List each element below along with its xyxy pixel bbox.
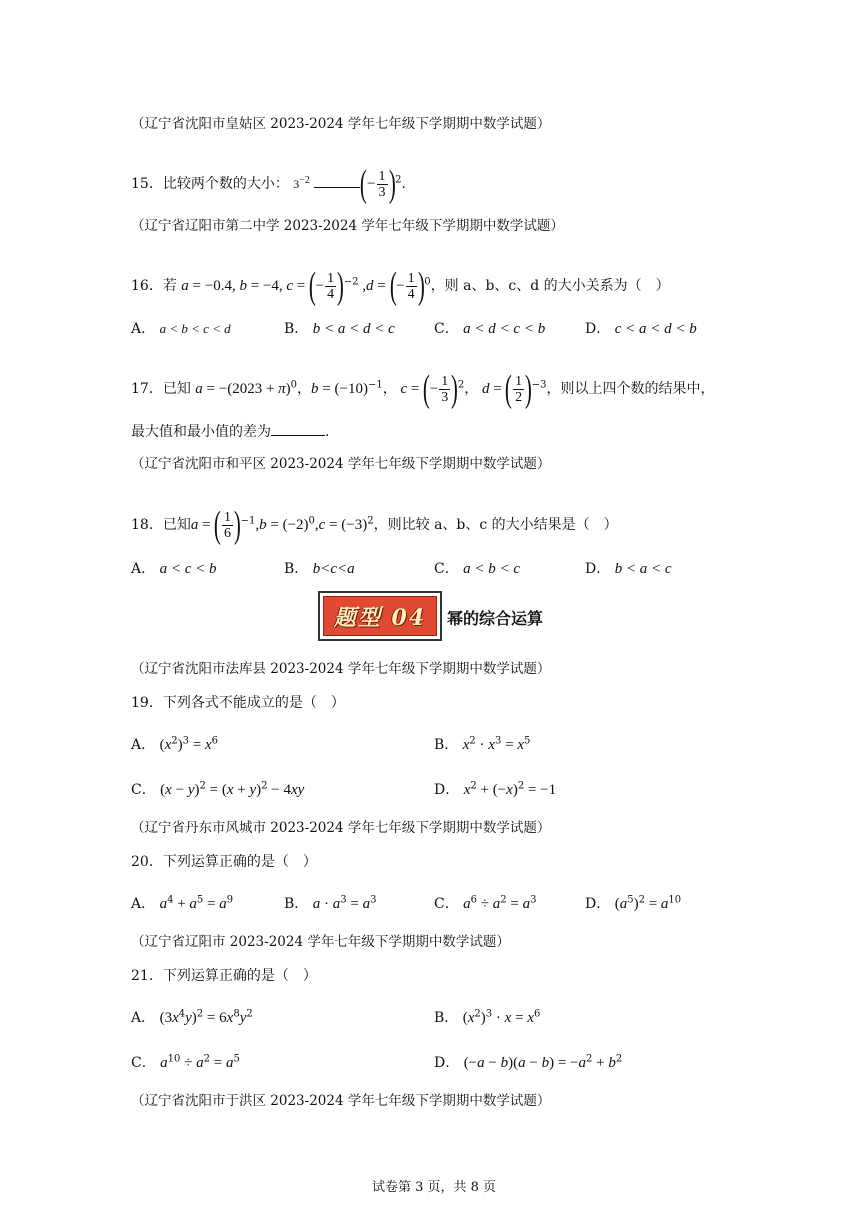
question-16: 16．若 a = −0.4, b = −4, c = (− $\frac{1}{4}$ )$^{-2}$ ,d = (− $\frac{1}{4}$ )$^0$，则 a、b、c、d 的大小关系为（ ） xyxy=(131,265,670,307)
option-c: C． $(x - y)^2 = (x + y)^2 - 4xy$ xyxy=(131,780,305,798)
source-note: （辽宁省丹东市风城市 2023-2024 学年七年级下学期期中数学试题） xyxy=(131,820,551,836)
source-note: （辽宁省沈阳市皇姑区 2023-2024 学年七年级下学期期中数学试题） xyxy=(131,116,551,132)
option-c: C． $a^6 \div a^2 = a^3$ xyxy=(434,894,537,912)
option-c: C． $a^{10} \div a^2 = a^5$ xyxy=(131,1053,240,1071)
section-badge: 题型 04 xyxy=(318,591,442,641)
question-number: 15． xyxy=(131,176,163,192)
source-note: （辽宁省沈阳市法库县 2023-2024 学年七年级下学期期中数学试题） xyxy=(131,661,551,677)
question-number: 21． xyxy=(131,968,163,984)
option-a: A． $(x^2)^3 = x^6$ xyxy=(131,735,219,753)
option-c: C． a < b < c xyxy=(434,561,521,577)
question-number: 17． xyxy=(131,381,163,397)
option-b: B． $(x^2)^3 \cdot x = x^6$ xyxy=(434,1008,541,1026)
option-a: A． a < c < b xyxy=(131,561,217,577)
question-21 xyxy=(131,966,317,986)
page-footer: 试卷第 3 页，共 8 页 xyxy=(371,1180,497,1195)
question-15: 15．比较两个数的大小： $3^{-2}$ (− $\frac{1}{3}$ )$^2$． xyxy=(131,163,416,205)
answer-blank xyxy=(271,435,325,436)
question-text: 下列运算正确的是（ ） xyxy=(162,968,317,984)
option-d: D． $(-a - b)(a - b) = -a^2 + b^2$ xyxy=(434,1053,623,1071)
question-19 xyxy=(131,693,345,713)
option-d: D． b < a < c xyxy=(585,561,672,577)
option-d: D． c < a < d < b xyxy=(585,321,697,337)
option-a: A． $a^4 + a^5 = a^9$ xyxy=(131,894,234,912)
option-d: D． $x^2 + (-x)^2 = -1$ xyxy=(434,780,557,798)
question-number: 19． xyxy=(131,695,163,711)
option-b: B． $a \cdot a^3 = a^3$ xyxy=(284,894,377,912)
option-c: C． a < d < c < b xyxy=(434,321,546,337)
option-d: D． $(a^5)^2 = a^{10}$ xyxy=(585,894,682,912)
question-17: 17．已知 $a = -(2023 + \pi)^0$，$b = (-10)^{-1}$， c = (− $\frac{1}{3}$ )$^2$， d = ( $\frac{1}{2}$ )$^{-3}$，则以上四个数的结果中， xyxy=(131,368,715,410)
section-title: 幂的综合运算 xyxy=(447,609,544,628)
question-text: 比较两个数的大小： xyxy=(162,176,289,192)
source-note: （辽宁省辽阳市 2023-2024 学年七年级下学期期中数学试题） xyxy=(131,934,510,950)
question-text: ，则比较 a、b、c 的大小结果是（ ） xyxy=(373,517,618,533)
question-text: ，则 a、b、c、d 的大小关系为（ ） xyxy=(430,278,670,294)
question-text: 下列各式不能成立的是（ ） xyxy=(162,695,345,711)
question-text: 已知 xyxy=(162,381,191,397)
option-a: A． a < b < c < d xyxy=(131,321,231,337)
question-17-line2: 最大值和最小值的差为 . xyxy=(131,424,330,440)
question-text: 若 xyxy=(162,278,177,294)
question-text: 下列运算正确的是（ ） xyxy=(162,854,317,870)
option-b: B． $x^2 \cdot x^3 = x^5$ xyxy=(434,735,531,753)
question-text: 已知 xyxy=(162,517,191,533)
source-note: （辽宁省辽阳市第二中学 2023-2024 学年七年级下学期期中数学试题） xyxy=(131,218,564,234)
option-b: B． b<c<a xyxy=(284,561,355,577)
question-18: 18．已知a = ( $\frac{1}{6}$ )$^{-1},b = (-2)^0,c = (-3)^2$，则比较 a、b、c 的大小结果是（ ） xyxy=(131,504,618,546)
source-note: （辽宁省沈阳市和平区 2023-2024 学年七年级下学期期中数学试题） xyxy=(131,456,551,472)
question-text: ，则以上四个数的结果中， xyxy=(546,381,715,397)
source-note: （辽宁省沈阳市于洪区 2023-2024 学年七年级下学期期中数学试题） xyxy=(131,1093,551,1109)
option-b: B． b < a < d < c xyxy=(284,321,395,337)
question-number: 20． xyxy=(131,854,163,870)
answer-blank xyxy=(314,187,360,188)
option-a: A． $(3x^4y)^2 = 6x^8y^2$ xyxy=(131,1008,253,1026)
question-number: 16． xyxy=(131,278,163,294)
question-20 xyxy=(131,852,317,872)
question-number: 18． xyxy=(131,517,163,533)
